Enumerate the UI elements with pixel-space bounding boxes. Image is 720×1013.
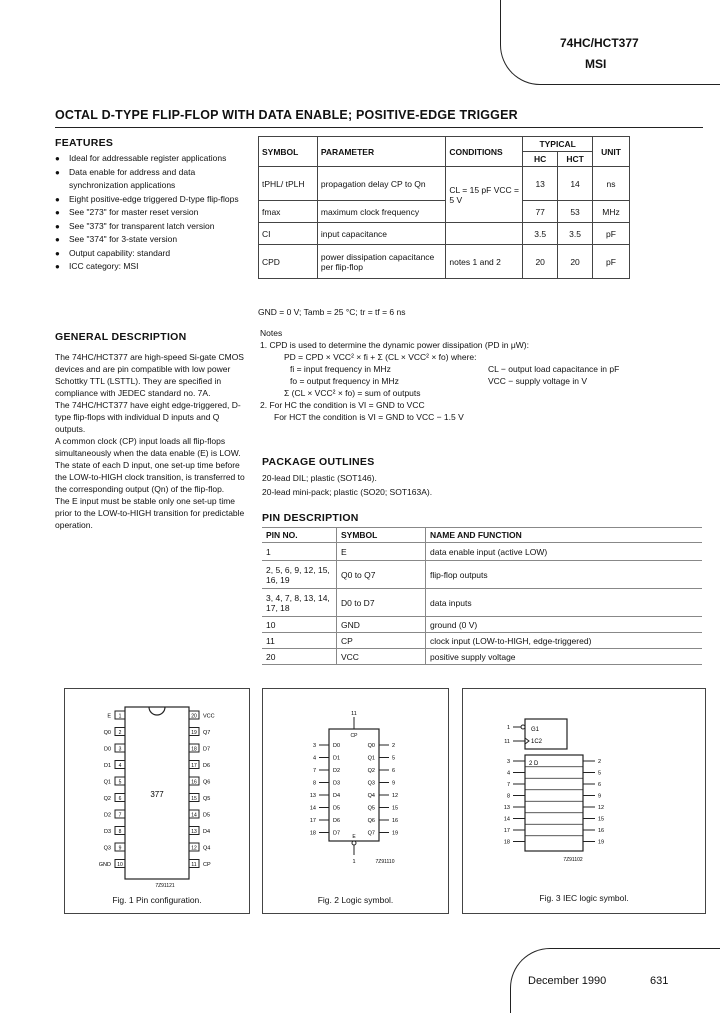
input-pin-number: 3: [312, 743, 316, 749]
description-paragraph: The 74HC/HCT377 have eight edge-triggered, D-type flip-flops with individual D inputs and Q outputs.: [55, 400, 241, 434]
output-pin-label: Q5: [367, 805, 375, 812]
chip-label: 377: [150, 790, 164, 799]
table-row: [259, 201, 630, 223]
col-typical: TYPICAL: [523, 137, 593, 152]
note-line: VCC − supply voltage in V: [488, 376, 587, 386]
pin-description-table: [262, 527, 702, 665]
part-number: 74HC/HCT377: [560, 36, 639, 50]
input-pin-number: 17: [503, 828, 510, 834]
input-pin-label: D1: [333, 755, 341, 762]
input-pin-number: 7: [506, 782, 510, 788]
feature-item: ● See "374" for 3-state version: [55, 233, 255, 247]
cell-hc: 13: [523, 167, 558, 201]
table-footnote: GND = 0 V; Tamb = 25 °C; tr = tf = 6 ns: [258, 307, 406, 317]
g1-label: G1: [531, 727, 540, 733]
pin1-notch: [149, 707, 165, 715]
pin-label: Q5: [203, 796, 211, 802]
pin-number: 17: [191, 763, 197, 769]
note-row: [260, 375, 700, 387]
input-pin-number: 4: [506, 770, 510, 777]
cell-symbol: E: [337, 543, 426, 561]
figure-code: 7Z91121: [155, 883, 175, 889]
title-rule: [55, 127, 703, 128]
input-pin-number: 7: [312, 768, 316, 774]
cell-parameter: propagation delay CP to Qn: [317, 167, 445, 201]
pin-number: 3: [118, 746, 122, 753]
enable-pin-label: E: [352, 834, 356, 840]
pin-label: D3: [103, 829, 111, 835]
note-line: CL − output load capacitance in pF: [488, 364, 620, 374]
note-line: 2. For HC the condition is VI = GND to VCC: [260, 400, 425, 410]
input-pin-number: 14: [309, 805, 316, 812]
figure-2-caption: Fig. 2 Logic symbol.: [317, 895, 394, 905]
feature-item: ● Ideal for addressable register applications: [55, 152, 255, 166]
cell-unit: ns: [593, 167, 630, 201]
input-pin-number: 8: [506, 793, 510, 800]
pin-label: Q2: [103, 796, 111, 802]
input-pin-number: 4: [312, 755, 316, 762]
cell-unit: pF: [593, 245, 630, 279]
table-row: [259, 167, 630, 201]
clock-pin-number: 11: [351, 711, 357, 717]
cell-pin: 1: [262, 543, 337, 561]
figure-1-pin-configuration: [64, 688, 250, 914]
col-symbol: SYMBOL: [337, 528, 426, 543]
cell-function: clock input (LOW-to-HIGH, edge-triggered): [426, 633, 703, 649]
output-pin-label: Q3: [367, 780, 375, 787]
cell-function: data inputs: [426, 589, 703, 617]
figure-code: 7Z91102: [563, 857, 583, 863]
clock-pin-label: CP: [350, 733, 358, 739]
input-pin-number: 3: [506, 759, 510, 765]
features-heading: FEATURES: [55, 137, 114, 149]
pin-number: 5: [118, 779, 122, 786]
output-pin-number: 12: [392, 793, 399, 799]
enable-pin-number: 1: [352, 859, 356, 865]
input-pin-label: D7: [333, 830, 341, 837]
cell-symbol: fmax: [259, 201, 318, 223]
package-line: 20-lead DIL; plastic (SOT146).: [262, 473, 377, 483]
table-row: [259, 223, 630, 245]
pin-label: Q1: [103, 779, 111, 786]
pin-number: 11: [191, 862, 197, 868]
cell-hc: 77: [523, 201, 558, 223]
cell-pin: 10: [262, 617, 337, 633]
pin-label: Q7: [203, 730, 211, 736]
output-pin-number: 15: [392, 805, 399, 812]
cell-parameter: maximum clock frequency: [317, 201, 445, 223]
output-pin-label: Q1: [367, 755, 375, 762]
input-pin-number: 17: [309, 818, 316, 824]
feature-item: ● Data enable for address and data synchronization applications: [55, 166, 255, 193]
input-pin-number: 8: [312, 780, 316, 787]
pin-label: Q6: [203, 779, 211, 786]
input-pin-number: 13: [309, 793, 316, 799]
pin-label: D1: [103, 763, 111, 769]
table-row: [262, 617, 702, 633]
table-row: [262, 543, 702, 561]
note-line: fo = output frequency in MHz: [290, 376, 399, 386]
input-pin-number: 13: [503, 805, 510, 811]
output-pin-label: Q4: [367, 793, 375, 799]
page-number: 631: [650, 975, 669, 987]
features-list: [55, 152, 255, 274]
d-label: 2 D: [529, 761, 539, 767]
figure-1-caption: Fig. 1 Pin configuration.: [112, 895, 202, 905]
input-pin-label: D4: [333, 793, 341, 799]
pin-label: D4: [203, 829, 211, 835]
cell-symbol: CPD: [259, 245, 318, 279]
note-row: [260, 363, 700, 375]
col-symbol: SYMBOL: [259, 137, 318, 167]
table-row: [262, 649, 702, 665]
clock-pin-number: 11: [504, 739, 510, 745]
cell-parameter: power dissipation capacitance per flip-flop: [317, 245, 445, 279]
characteristics-table: [258, 136, 630, 279]
pin-number: 6: [118, 796, 122, 802]
cell-function: data enable input (active LOW): [426, 543, 703, 561]
cell-function: positive supply voltage: [426, 649, 703, 665]
note-line: For HCT the condition is VI = GND to VCC − 1.5 V: [274, 412, 464, 422]
pin-number: 10: [117, 862, 123, 868]
pin-number: 8: [118, 829, 122, 835]
pin-label: GND: [98, 862, 111, 868]
pin-number: 14: [191, 812, 197, 819]
document-title: OCTAL D-TYPE FLIP-FLOP WITH DATA ENABLE; POSITIVE-EDGE TRIGGER: [55, 108, 518, 122]
cell-hct: 53: [558, 201, 593, 223]
pin-label: Q3: [103, 845, 111, 852]
cell-unit: MHz: [593, 201, 630, 223]
pin-number: 12: [191, 845, 197, 852]
flip-flop-array-outline: [525, 755, 583, 851]
description-paragraph: The state of each D input, one set-up time before the LOW-to-HIGH clock transition, is transferred to the corresponding output (Qn) of the flip-flop.: [55, 460, 245, 494]
col-function: NAME AND FUNCTION: [426, 528, 703, 543]
cell-hct: 20: [558, 245, 593, 279]
output-pin-number: 16: [392, 818, 399, 824]
note-line: Σ (CL × VCC² × fo) = sum of outputs: [284, 388, 421, 398]
input-pin-label: D2: [333, 768, 341, 774]
pin-number: 2: [118, 730, 122, 736]
cell-symbol: CI: [259, 223, 318, 245]
col-hc: HC: [523, 152, 558, 167]
pin-number: 4: [118, 763, 122, 769]
package-line: 20-lead mini-pack; plastic (SO20; SOT163A).: [262, 487, 433, 497]
cell-function: ground (0 V): [426, 617, 703, 633]
note-line: PD = CPD × VCC² × fi + Σ (CL × VCC² × fo) where:: [284, 352, 477, 362]
cell-conditions: CL = 15 pF VCC = 5 V: [446, 167, 523, 223]
pin-configuration-diagram: [65, 689, 249, 913]
cell-hc: 20: [523, 245, 558, 279]
output-pin-number: 6: [598, 782, 602, 788]
pin-label: CP: [203, 862, 211, 868]
output-pin-number: 5: [392, 755, 396, 762]
output-pin-number: 2: [392, 743, 396, 749]
input-pin-label: D5: [333, 805, 341, 812]
feature-item: ● Eight positive-edge triggered D-type flip-flops: [55, 193, 255, 207]
cell-unit: pF: [593, 223, 630, 245]
pin-label: E: [107, 713, 111, 720]
cell-pin: 3, 4, 7, 8, 13, 14, 17, 18: [262, 589, 337, 617]
output-pin-label: Q6: [367, 818, 375, 824]
iec-logic-diagram: [463, 689, 705, 913]
table-row: [262, 561, 702, 589]
pin-number: 15: [191, 796, 197, 802]
description-paragraph: The E input must be stable only one set-up time prior to the LOW-to-HIGH transition for predictable operation.: [55, 496, 245, 530]
figure-3-caption: Fig. 3 IEC logic symbol.: [539, 893, 629, 903]
cell-symbol: VCC: [337, 649, 426, 665]
cell-symbol: GND: [337, 617, 426, 633]
feature-item: ● See "373" for transparent latch version: [55, 220, 255, 234]
pin-label: D7: [203, 746, 211, 753]
pin-label: D6: [203, 763, 211, 769]
pin-number: 19: [191, 730, 197, 736]
feature-item: ● Output capability: standard: [55, 247, 255, 261]
pin-label: Q0: [103, 730, 111, 736]
table-row: [259, 245, 630, 279]
output-pin-number: 9: [598, 793, 602, 800]
note-line: 1. CPD is used to determine the dynamic power dissipation (PD in μW):: [260, 340, 529, 350]
enable-inversion-bubble: [521, 725, 525, 729]
table-row: [262, 633, 702, 649]
input-pin-number: 14: [503, 816, 510, 823]
pin-label: Q4: [203, 845, 211, 852]
col-parameter: PARAMETER: [317, 137, 445, 167]
pin-description-heading: PIN DESCRIPTION: [262, 512, 359, 524]
description-paragraph: A common clock (CP) input loads all flip-flops simultaneously when the data enable (E) is LOW.: [55, 436, 241, 458]
output-pin-number: 5: [598, 770, 602, 777]
enable-inversion-bubble: [352, 841, 356, 845]
package-heading: PACKAGE OUTLINES: [262, 456, 375, 468]
pin-number: 13: [191, 829, 197, 835]
output-pin-number: 2: [598, 759, 602, 765]
cell-conditions: [446, 223, 523, 245]
cell-symbol: tPHL/ tPLH: [259, 167, 318, 201]
input-pin-label: D6: [333, 818, 341, 824]
input-pin-label: D3: [333, 780, 341, 787]
col-hct: HCT: [558, 152, 593, 167]
footer-date: December 1990: [528, 975, 607, 987]
col-unit: UNIT: [593, 137, 630, 167]
pin-number: 20: [191, 713, 197, 720]
pin-number: 16: [191, 779, 197, 786]
logic-symbol-diagram: [263, 689, 448, 913]
notes: [260, 327, 700, 423]
category-label: MSI: [585, 57, 607, 71]
feature-item: ● See "273" for master reset version: [55, 206, 255, 220]
output-pin-label: Q2: [367, 768, 375, 774]
col-conditions: CONDITIONS: [446, 137, 523, 167]
cell-parameter: input capacitance: [317, 223, 445, 245]
pin-label: D2: [103, 812, 111, 819]
general-description-heading: GENERAL DESCRIPTION: [55, 331, 187, 343]
output-pin-label: Q0: [367, 743, 375, 749]
pin-label: D5: [203, 812, 211, 819]
feature-item: ● ICC category: MSI: [55, 260, 255, 274]
pin-number: 9: [118, 845, 122, 852]
pin-label: D0: [103, 746, 111, 753]
output-pin-number: 16: [598, 828, 605, 834]
cell-symbol: CP: [337, 633, 426, 649]
pin-number: 18: [191, 746, 197, 753]
cell-pin: 20: [262, 649, 337, 665]
enable-pin-number: 1: [506, 725, 510, 731]
cell-function: flip-flop outputs: [426, 561, 703, 589]
input-pin-number: 18: [503, 839, 510, 846]
pin-label: VCC: [203, 713, 215, 720]
output-pin-number: 19: [598, 839, 605, 846]
cell-hct: 14: [558, 167, 593, 201]
output-pin-number: 15: [598, 816, 605, 823]
cell-pin: 11: [262, 633, 337, 649]
cell-symbol: Q0 to Q7: [337, 561, 426, 589]
c2-label: 1C2: [531, 739, 543, 745]
output-pin-number: 19: [392, 830, 399, 837]
input-pin-label: D0: [333, 743, 341, 749]
cell-symbol: D0 to D7: [337, 589, 426, 617]
pin-number: 7: [118, 812, 122, 819]
description-paragraph: The 74HC/HCT377 are high-speed Si-gate CMOS devices and are pin compatible with low power Schottky TTL (LSTTL). They are specified in compliance with JEDEC standard no. 7A.: [55, 352, 244, 398]
figure-code: 7Z91110: [375, 859, 395, 865]
note-line: fi = input frequency in MHz: [290, 364, 391, 374]
general-description: [55, 351, 245, 531]
figure-2-logic-symbol: [262, 688, 449, 914]
notes-heading: Notes: [260, 328, 283, 338]
cell-conditions: notes 1 and 2: [446, 245, 523, 279]
output-pin-number: 12: [598, 805, 605, 811]
cell-pin: 2, 5, 6, 9, 12, 15, 16, 19: [262, 561, 337, 589]
table-row: [262, 589, 702, 617]
col-pin-no: PIN NO.: [262, 528, 337, 543]
pin-number: 1: [118, 713, 122, 720]
output-pin-number: 6: [392, 768, 396, 774]
output-pin-number: 9: [392, 780, 396, 787]
cell-hc: 3.5: [523, 223, 558, 245]
figure-3-iec-logic-symbol: [462, 688, 706, 914]
output-pin-label: Q7: [367, 830, 375, 837]
input-pin-number: 18: [309, 830, 316, 837]
cell-hct: 3.5: [558, 223, 593, 245]
